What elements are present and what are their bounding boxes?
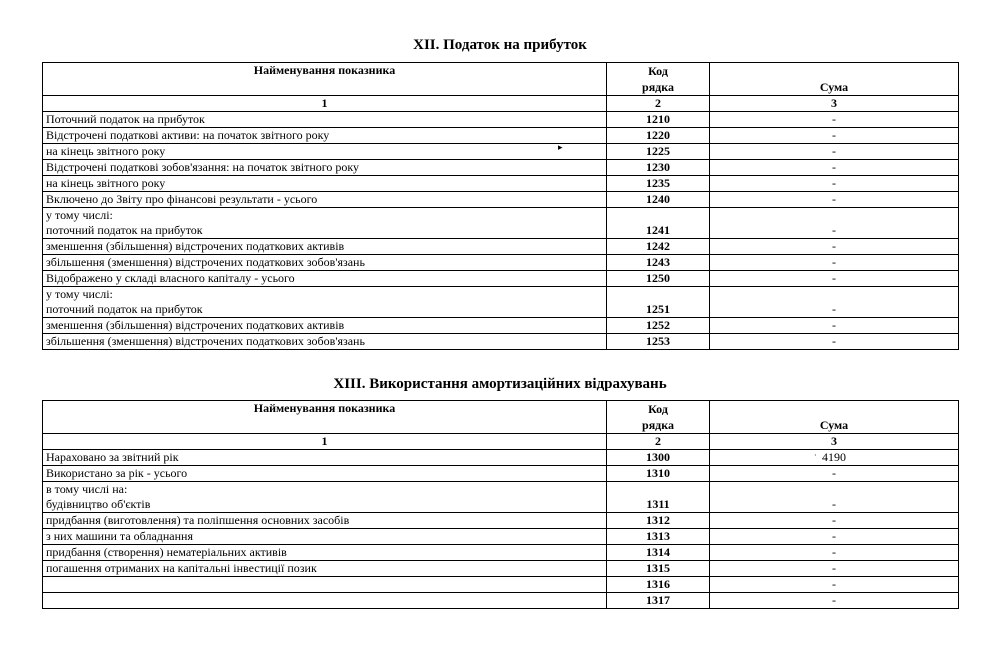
row-name [43,593,607,609]
row-name: погашення отриманих на капітальні інвестиції позик [43,561,607,577]
row-code: 1314 [607,545,710,561]
row-code: 1316 [607,577,710,593]
row-code: 1300 [607,450,710,466]
tax-table [42,62,959,350]
row-sum: - [710,593,959,609]
row-sum: - [710,577,959,593]
row-name: на кінець звітного року [43,176,607,192]
table-header-row [43,63,959,96]
row-code: 1251 [607,287,710,318]
row-sum: - [710,334,959,350]
row-name: Відстрочені податкові активи: на початок звітного року [43,128,607,144]
row-name-prefix: в тому числі на: [46,482,128,496]
row-sum: - [710,561,959,577]
row-name: Відстрочені податкові зобов'язання: на початок звітного року [43,160,607,176]
header-code [607,401,710,434]
row-code: 1220 [607,128,710,144]
row-sum: - [710,466,959,482]
row-code: 1210 [607,112,710,128]
row-code: 1242 [607,239,710,255]
row-name: Відображено у складі власного капіталу - усього [43,271,607,287]
column-number-row [43,434,959,450]
row-code: 1235 [607,176,710,192]
row-code: 1250 [607,271,710,287]
row-name-prefix: у тому числі: [46,287,113,301]
row-name [43,287,607,318]
row-sum: - [710,239,959,255]
row-name-prefix: у тому числі: [46,208,113,222]
row-sum: - [710,208,959,239]
table-row [43,271,959,287]
header-sum: Сума [710,63,959,96]
table-row [43,239,959,255]
section-12-title: XII. Податок на прибуток [413,37,587,53]
row-code: 1230 [607,160,710,176]
row-sum: - [710,176,959,192]
row-sum: - [710,287,959,318]
scan-artifact-dot: · [814,451,817,460]
row-sum: - [710,160,959,176]
row-code: 1313 [607,529,710,545]
row-name: зменшення (збільшення) відстрочених податкових активів [43,318,607,334]
row-name [43,482,607,513]
row-code: 1252 [607,318,710,334]
row-name: Поточний податок на прибуток [43,112,607,128]
table-row [43,112,959,128]
header-name: Найменування показника [43,401,607,434]
row-sum: - [710,192,959,208]
row-name: збільшення (зменшення) відстрочених податкових зобов'язань [43,255,607,271]
row-name: Використано за рік - усього [43,466,607,482]
row-name-text: будівництво об'єктів [46,497,151,511]
header-name: Найменування показника [43,63,607,96]
table-row [43,513,959,529]
row-name: зменшення (збільшення) відстрочених податкових активів [43,239,607,255]
col-number: 2 [607,96,710,112]
table-row [43,176,959,192]
table-row [43,208,959,239]
table-row [43,561,959,577]
row-name: придбання (виготовлення) та поліпшення основних засобів [43,513,607,529]
table-row [43,334,959,350]
col-number: 2 [607,434,710,450]
header-code-line2: рядка [642,80,674,94]
row-name-text: поточний податок на прибуток [46,302,203,316]
header-code-line1: Код [648,402,668,416]
col-number: 3 [710,434,959,450]
row-code: 1312 [607,513,710,529]
scan-artifact-mark: ▸ [558,142,563,152]
row-name: збільшення (зменшення) відстрочених податкових зобов'язань [43,334,607,350]
col-number: 1 [43,434,607,450]
row-code: 1240 [607,192,710,208]
row-name [43,577,607,593]
row-sum: - [710,128,959,144]
header-code-line2: рядка [642,418,674,432]
table-row [43,144,959,160]
section-13-title: XIII. Використання амортизаційних відрахувань [333,376,667,392]
row-sum: - [710,112,959,128]
table-row [43,255,959,271]
table-row [43,192,959,208]
column-number-row [43,96,959,112]
row-name: з них машини та обладнання [43,529,607,545]
row-code: 1311 [607,482,710,513]
amortization-table [42,400,959,609]
row-name: Нараховано за звітний рік [43,450,607,466]
col-number: 1 [43,96,607,112]
table-row [43,450,959,466]
row-sum: 4190 [710,450,959,466]
row-sum: - [710,255,959,271]
row-name: придбання (створення) нематеріальних активів [43,545,607,561]
row-name [43,208,607,239]
row-sum: - [710,144,959,160]
table-row [43,128,959,144]
row-name: Включено до Звіту про фінансові результати - усього [43,192,607,208]
col-number: 3 [710,96,959,112]
row-code: 1243 [607,255,710,271]
row-name-text: поточний податок на прибуток [46,223,203,237]
row-sum: - [710,271,959,287]
row-sum: - [710,545,959,561]
table-row [43,593,959,609]
row-code: 1315 [607,561,710,577]
table-header-row [43,401,959,434]
row-code: 1225 [607,144,710,160]
row-code: 1241 [607,208,710,239]
row-code: 1253 [607,334,710,350]
table-row [43,466,959,482]
row-sum: - [710,513,959,529]
row-code: 1317 [607,593,710,609]
table-row [43,545,959,561]
table-row [43,482,959,513]
table-row [43,529,959,545]
table-row [43,287,959,318]
row-name: на кінець звітного року [43,144,607,160]
header-sum: Сума [710,401,959,434]
table-row [43,577,959,593]
table-row [43,318,959,334]
row-sum: - [710,482,959,513]
row-sum: - [710,318,959,334]
header-code-line1: Код [648,64,668,78]
table-row [43,160,959,176]
row-sum: - [710,529,959,545]
header-code [607,63,710,96]
row-code: 1310 [607,466,710,482]
